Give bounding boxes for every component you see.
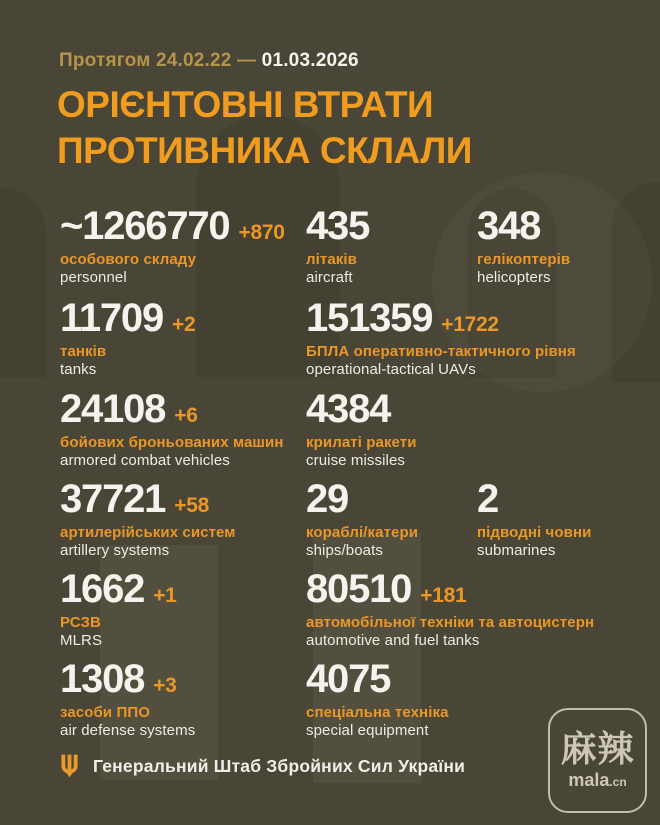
stat-label-en: cruise missiles — [306, 452, 406, 469]
stat-label-ua: спеціальна техніка — [306, 704, 449, 721]
stat-value: 2 — [477, 477, 499, 521]
background-shape — [0, 188, 46, 378]
page-title-line1: ОРІЄНТОВНІ ВТРАТИ — [57, 84, 434, 125]
stat-label-ua: танків — [60, 343, 107, 360]
stat-label-ua: артилерійських систем — [60, 524, 236, 541]
stat-label-en: helicopters — [477, 269, 551, 286]
stat-label-en: submarines — [477, 542, 556, 559]
stat-label-ua: кораблі/катери — [306, 524, 419, 541]
stat-value: 4384 — [306, 387, 391, 431]
stat-label-ua: літаків — [306, 251, 357, 268]
stat-label-en: ships/boats — [306, 542, 383, 559]
stat-submarines — [477, 477, 591, 559]
date-range — [59, 50, 359, 72]
stat-label-ua: особового складу — [60, 251, 197, 268]
stat-personnel — [60, 204, 285, 286]
stat-label-ua: РСЗВ — [60, 614, 101, 631]
stat-value: 1308 — [60, 657, 145, 701]
stat-helicopters — [477, 204, 570, 286]
stat-label-ua: підводні човни — [477, 524, 592, 541]
stat-label-en: personnel — [60, 269, 127, 286]
page-title — [57, 82, 472, 174]
stat-label-ua: автомобільної техніки та автоцистерн — [306, 614, 595, 631]
stat-value: ~1266770 — [60, 204, 230, 248]
stat-artillery — [60, 477, 236, 559]
stat-value: 151359 — [306, 296, 433, 340]
stat-uavs — [306, 296, 576, 378]
stat-label-en: tanks — [60, 361, 97, 378]
stat-label-en: special equipment — [306, 722, 429, 739]
stat-label-en: MLRS — [60, 632, 103, 649]
stat-delta: +181 — [420, 584, 467, 607]
stat-delta: +2 — [172, 313, 196, 336]
stat-value: 348 — [477, 204, 541, 248]
stat-delta: +58 — [174, 494, 209, 517]
stat-armored-vehicles — [60, 387, 283, 469]
stat-label-en: automotive and fuel tanks — [306, 632, 480, 649]
stat-label-en: operational-tactical UAVs — [306, 361, 476, 378]
stat-label-en: aircraft — [306, 269, 353, 286]
stat-tanks — [60, 296, 195, 378]
stat-delta: +6 — [174, 404, 198, 427]
stat-label-ua: бойових броньованих машин — [60, 434, 284, 451]
stat-label-ua: гелікоптерів — [477, 251, 571, 268]
stat-delta: +870 — [238, 221, 285, 244]
stat-label-en: artillery systems — [60, 542, 170, 559]
stat-cruise-missiles — [306, 387, 417, 469]
stat-mlrs — [60, 567, 177, 649]
date-range-end: 01.03.2026 — [261, 50, 359, 71]
tryzub-trident-icon — [60, 754, 79, 778]
footer — [60, 754, 465, 778]
watermark-badge — [548, 708, 647, 813]
stat-aircraft — [306, 204, 378, 286]
stat-value: 1662 — [60, 567, 145, 611]
stat-delta: +1 — [153, 584, 177, 607]
stat-value: 37721 — [60, 477, 166, 521]
stat-value: 24108 — [60, 387, 166, 431]
stat-label-ua: крилаті ракети — [306, 434, 417, 451]
stat-value: 29 — [306, 477, 349, 521]
stat-label-ua: БПЛА оперативно-тактичного рівня — [306, 343, 576, 360]
stat-delta: +1722 — [441, 313, 499, 336]
stat-label-en: armored combat vehicles — [60, 452, 230, 469]
stat-value: 4075 — [306, 657, 391, 701]
stat-value: 11709 — [60, 296, 164, 340]
stat-special-equipment — [306, 657, 449, 739]
date-range-prefix: Протягом 24.02.22 — — [59, 50, 257, 71]
stat-value: 435 — [306, 204, 370, 248]
stat-air-defense — [60, 657, 195, 739]
stat-automotive — [306, 567, 594, 649]
stat-label-ua: засоби ППО — [60, 704, 150, 721]
page-title-line2: ПРОТИВНИКА СКЛАЛИ — [57, 130, 472, 171]
stat-value: 80510 — [306, 567, 412, 611]
background-shape — [612, 182, 660, 382]
watermark-site-text: mala.cn — [568, 769, 627, 790]
stat-ships — [306, 477, 418, 559]
stat-label-en: air defense systems — [60, 722, 196, 739]
watermark-cjk-text: 麻辣 — [560, 727, 635, 769]
stat-delta: +3 — [153, 674, 177, 697]
footer-org-name: Генеральний Штаб Збройних Сил України — [93, 755, 466, 776]
